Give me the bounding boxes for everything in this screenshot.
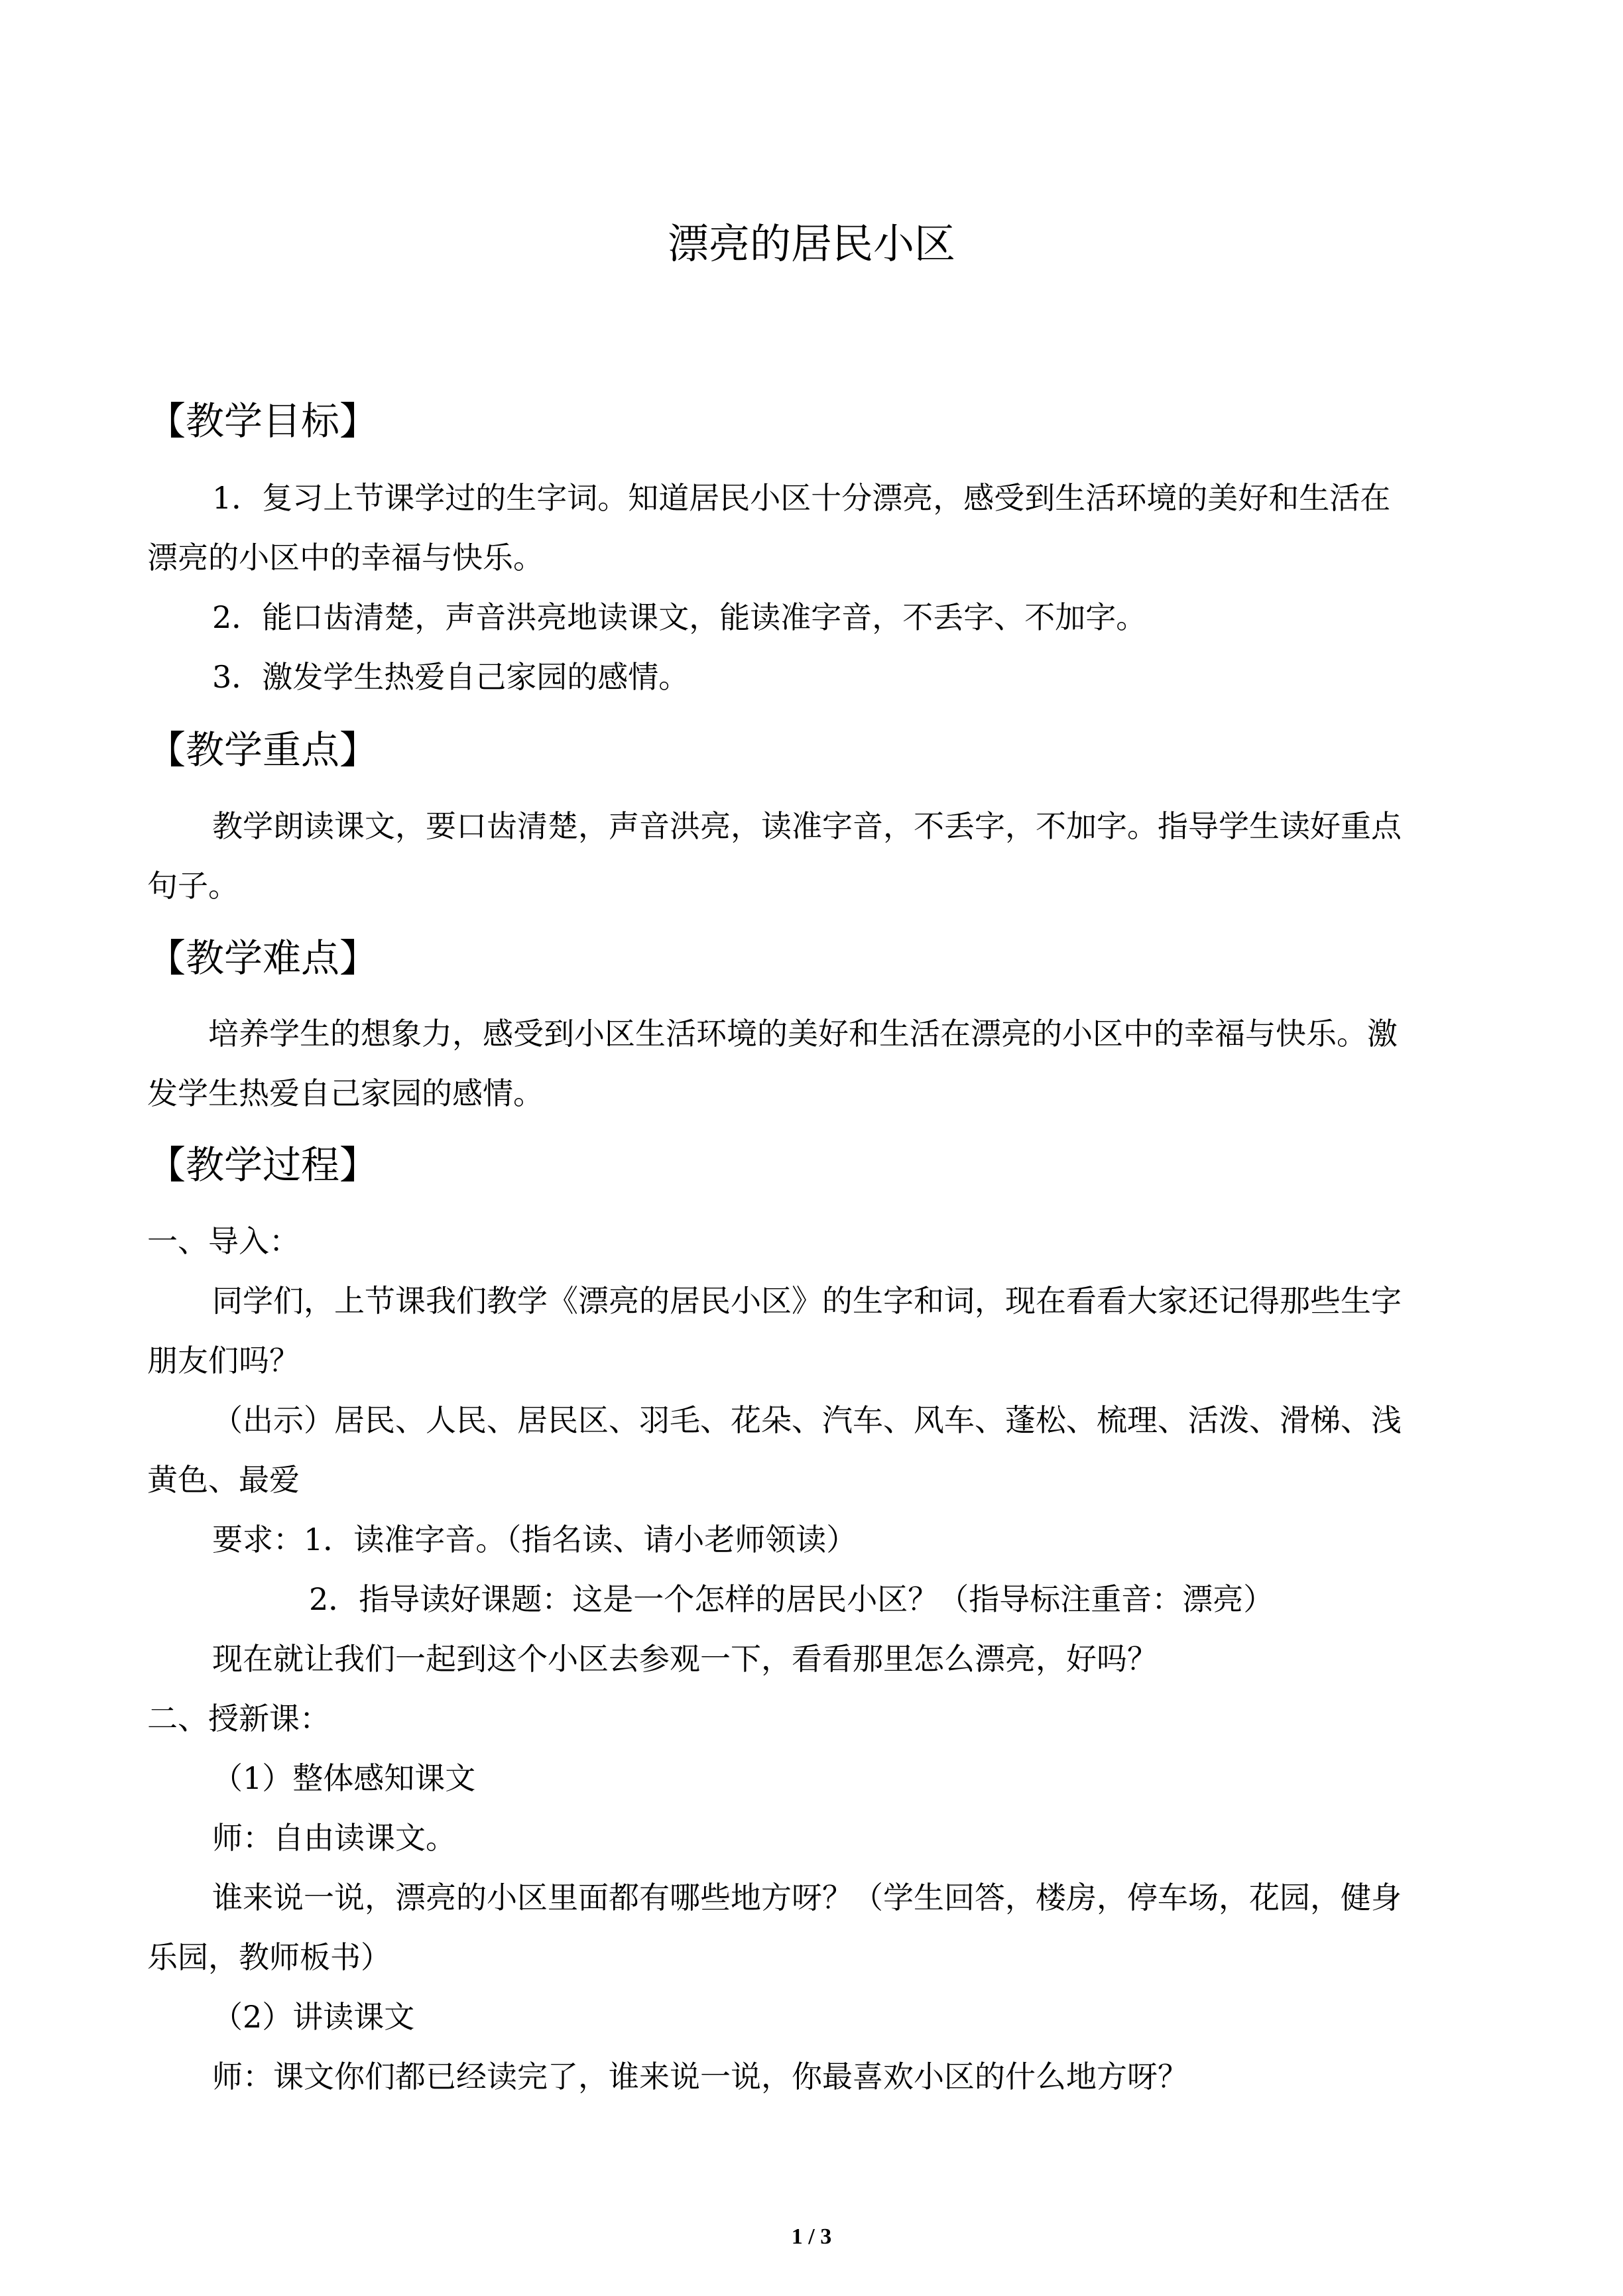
process-line: 要求：1．读准字音。（指名读、请小老师领读） bbox=[212, 1522, 857, 1557]
process-line: 朋友们吗？ bbox=[147, 1343, 300, 1378]
process-line: 谁来说一说，漂亮的小区里面都有哪些地方呀？（学生回答，楼房，停车场，花园，健身 bbox=[212, 1880, 1402, 1915]
process-line: 师：课文你们都已经读完了，谁来说一说，你最喜欢小区的什么地方呀？ bbox=[212, 2059, 1188, 2094]
objective-line: 2．能口齿清楚，声音洪亮地读课文，能读准字音，不丢字、不加字。 bbox=[212, 599, 1147, 635]
key-points-line: 句子。 bbox=[147, 868, 239, 904]
difficulties-line: 培养学生的想象力，感受到小区生活环境的美好和生活在漂亮的小区中的幸福与快乐。激 bbox=[208, 1016, 1398, 1052]
process-line: （出示）居民、人民、居民区、羽毛、花朵、汽车、风车、蓬松、梳理、活泼、滑梯、浅 bbox=[212, 1402, 1402, 1438]
section-heading-process: 【教学过程】 bbox=[147, 1142, 379, 1187]
section-heading-difficulties: 【教学难点】 bbox=[147, 936, 379, 981]
process-line: 黄色、最爱 bbox=[147, 1462, 300, 1498]
process-line: 一、导入： bbox=[147, 1223, 300, 1259]
process-line: 乐园，教师板书） bbox=[147, 1939, 391, 1975]
process-line: 二、授新课： bbox=[147, 1701, 330, 1736]
objective-line: 3．激发学生热爱自己家园的感情。 bbox=[212, 659, 690, 695]
objective-line: 漂亮的小区中的幸福与快乐。 bbox=[147, 540, 544, 575]
objective-line: 1．复习上节课学过的生字词。知道居民小区十分漂亮，感受到生活环境的美好和生活在 bbox=[212, 480, 1391, 516]
process-line: 现在就让我们一起到这个小区去参观一下，看看那里怎么漂亮，好吗？ bbox=[212, 1641, 1158, 1677]
key-points-line: 教学朗读课文，要口齿清楚，声音洪亮，读准字音，不丢字，不加字。指导学生读好重点 bbox=[212, 808, 1402, 844]
difficulties-line: 发学生热爱自己家园的感情。 bbox=[147, 1075, 544, 1111]
page-number: 1 / 3 bbox=[791, 2224, 832, 2249]
process-line: 2．指导读好课题：这是一个怎样的居民小区？（指导标注重音：漂亮） bbox=[309, 1581, 1274, 1617]
process-line: 同学们，上节课我们教学《漂亮的居民小区》的生字和词，现在看看大家还记得那些生字 bbox=[212, 1283, 1402, 1319]
section-heading-key-points: 【教学重点】 bbox=[147, 727, 379, 772]
process-line: 师：自由读课文。 bbox=[212, 1820, 456, 1856]
process-line: （1）整体感知课文 bbox=[212, 1760, 476, 1796]
section-heading-objectives: 【教学目标】 bbox=[147, 398, 379, 444]
page-title: 漂亮的居民小区 bbox=[667, 219, 955, 268]
process-line: （2）讲读课文 bbox=[212, 1999, 415, 2035]
